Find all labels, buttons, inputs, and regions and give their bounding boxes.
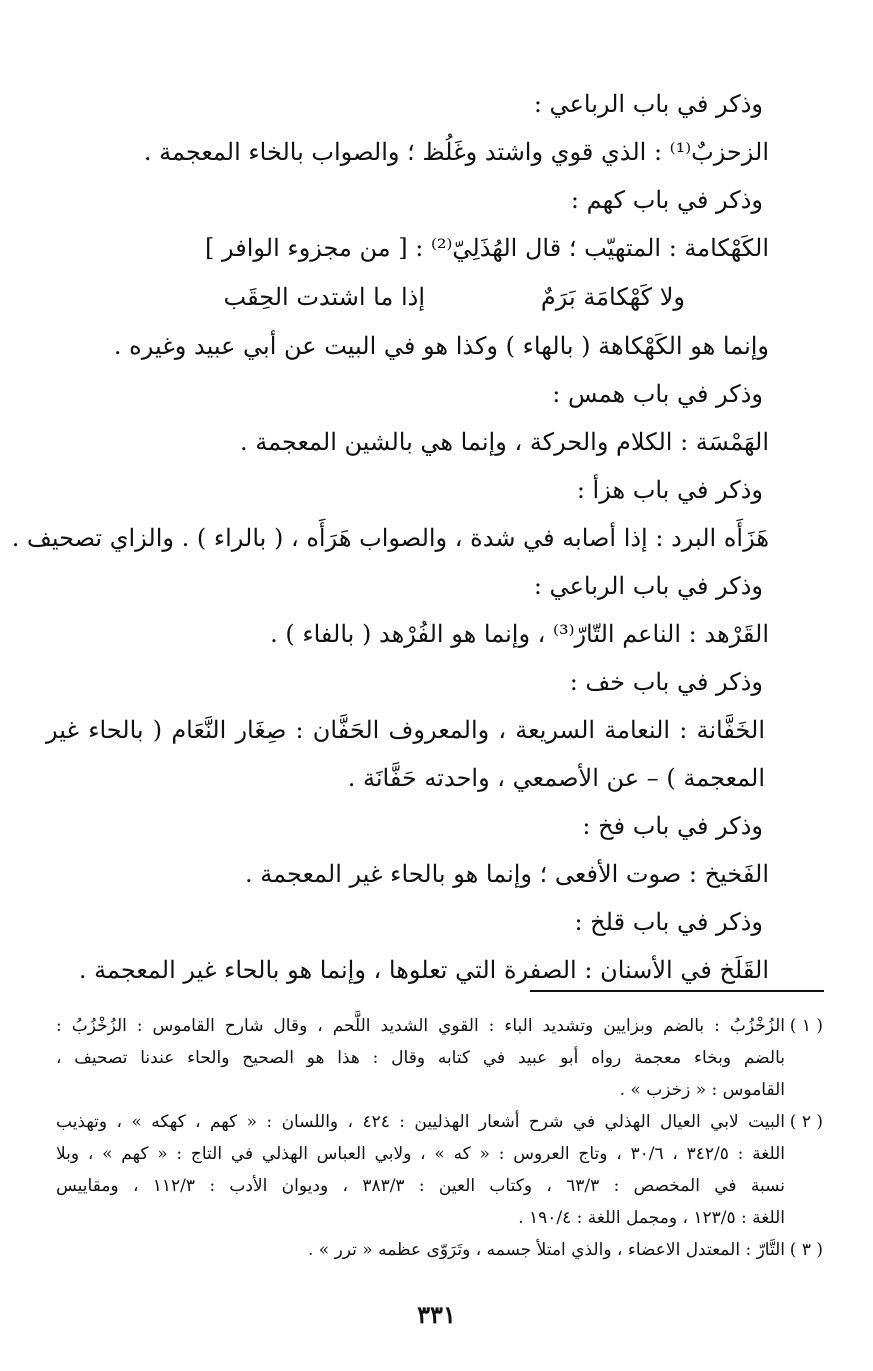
section-heading: وذكر في باب همس : [552,380,763,408]
entry-line: الكَهْكامة : المتهيّب ؛ قال الهُذَلِيّ⁽²⁾ : [ من مجزوء الوافر ] [205,234,769,262]
section-heading: وذكر في باب قلخ : [574,908,763,936]
entry-line: القَرْهد : الناعم التّارّ⁽³⁾ ، وإنما هو الفُرْهد ( بالفاء ) . [270,620,769,648]
footnote-line: اللغة : ١٢٣/٥ ، ومجمل اللغة : ١٩٠/٤ . [518,1208,785,1228]
entry-line: الخَفَّانة : النعامة السريعة ، والمعروف الحَفَّان : صِغَار النَّعَام ( بالحاء غير [46,716,765,744]
main-text [11,80,769,994]
footnote-number: ( ٣ ) [789,1240,823,1260]
section-heading: وذكر في باب الرباعي : [533,572,763,600]
entry-line: الهَمْسَة : الكلام والحركة ، وإنما هي بالشين المعجمة . [239,428,769,456]
verse-second-hemistich: إذا ما اشتدت الحِقَب [223,283,425,311]
footnote-number: ( ١ ) [789,1016,823,1036]
footnote [56,1234,823,1266]
page-number: ٣٣١ [417,1300,456,1329]
poem-verse [110,272,765,322]
footnote-line: الزُخْزُبُ : بالضم وبزايين وتشديد الباء : القوي الشديد اللَّحم ، وقال شارح القاموس : الزُخْزُبُ : [56,1016,785,1036]
section-heading: وذكر في باب كهم : [570,186,763,214]
footnote-line: التَّارّ : المعتدل الاعضاء ، والذي امتلأ جسمه ، وتَرَوّى عظمه « ترر » . [307,1240,785,1260]
entry-line: الزحزبٌ⁽¹⁾ : الذي قوي واشتد وغَلُظ ؛ والصواب بالخاء المعجمة . [143,138,769,166]
section-heading: وذكر في باب الرباعي : [533,90,763,118]
entry-line: هَزَأَه البرد : إذا أصابه في شدة ، والصواب هَرَأَه ، ( بالراء ) . والزاي تصحيف . [11,524,769,552]
footnotes [56,1010,823,1266]
footnote-line: بالضم وبخاء معجمة رواه أبو عبيد في كتابه وقال : هذا هو الصحيح والحاء عندنا تصحيف ، [56,1048,785,1068]
section-heading: وذكر في باب هزأ : [576,476,763,504]
footnote [56,1010,823,1106]
footnote-line: القاموس : « زخزب » . [619,1080,785,1100]
footnote-line: نسبة في المخصص : ٦٣/٣ ، وكتاب العين : ٣٨٣/٣ ، وديوان الأدب : ١١٢/٣ ، ومقاييس [56,1176,785,1196]
footnote-line: اللغة : ٣٤٢/٥ ، ٣٠/٦ ، وتاج العروس : « كه » ، ولابي العباس الهذلي في التاج : « كهم » ، وبلا [56,1144,785,1164]
entry-line: الفَخيخ : صوت الأفعى ؛ وإنما هو بالحاء غير المعجمة . [244,860,769,888]
section-heading: وذكر في باب فخ : [582,812,763,840]
entry-line: القَلَخ في الأسنان : الصفرة التي تعلوها ، وإنما هو بالحاء غير المعجمة . [78,956,769,984]
footnote [56,1106,823,1234]
footnote-line: البيت لابي العيال الهذلي في شرح أشعار الهذليين : ٤٢٤ ، واللسان : « كهم ، كهكه » ، وتهذيب [56,1112,785,1132]
footnote-number: ( ٢ ) [789,1112,823,1132]
verse-first-hemistich: ولا كَهْكامَة بَرَمٌ [540,283,685,311]
entry-line: وإنما هو الكَهْكاهة ( بالهاء ) وكذا هو في البيت عن أبي عبيد وغيره . [113,332,769,360]
section-heading: وذكر في باب خف : [569,668,763,696]
footnote-separator [530,990,824,992]
entry-line: المعجمة ) – عن الأصمعي ، واحدته حَفَّانَة . [347,764,765,792]
